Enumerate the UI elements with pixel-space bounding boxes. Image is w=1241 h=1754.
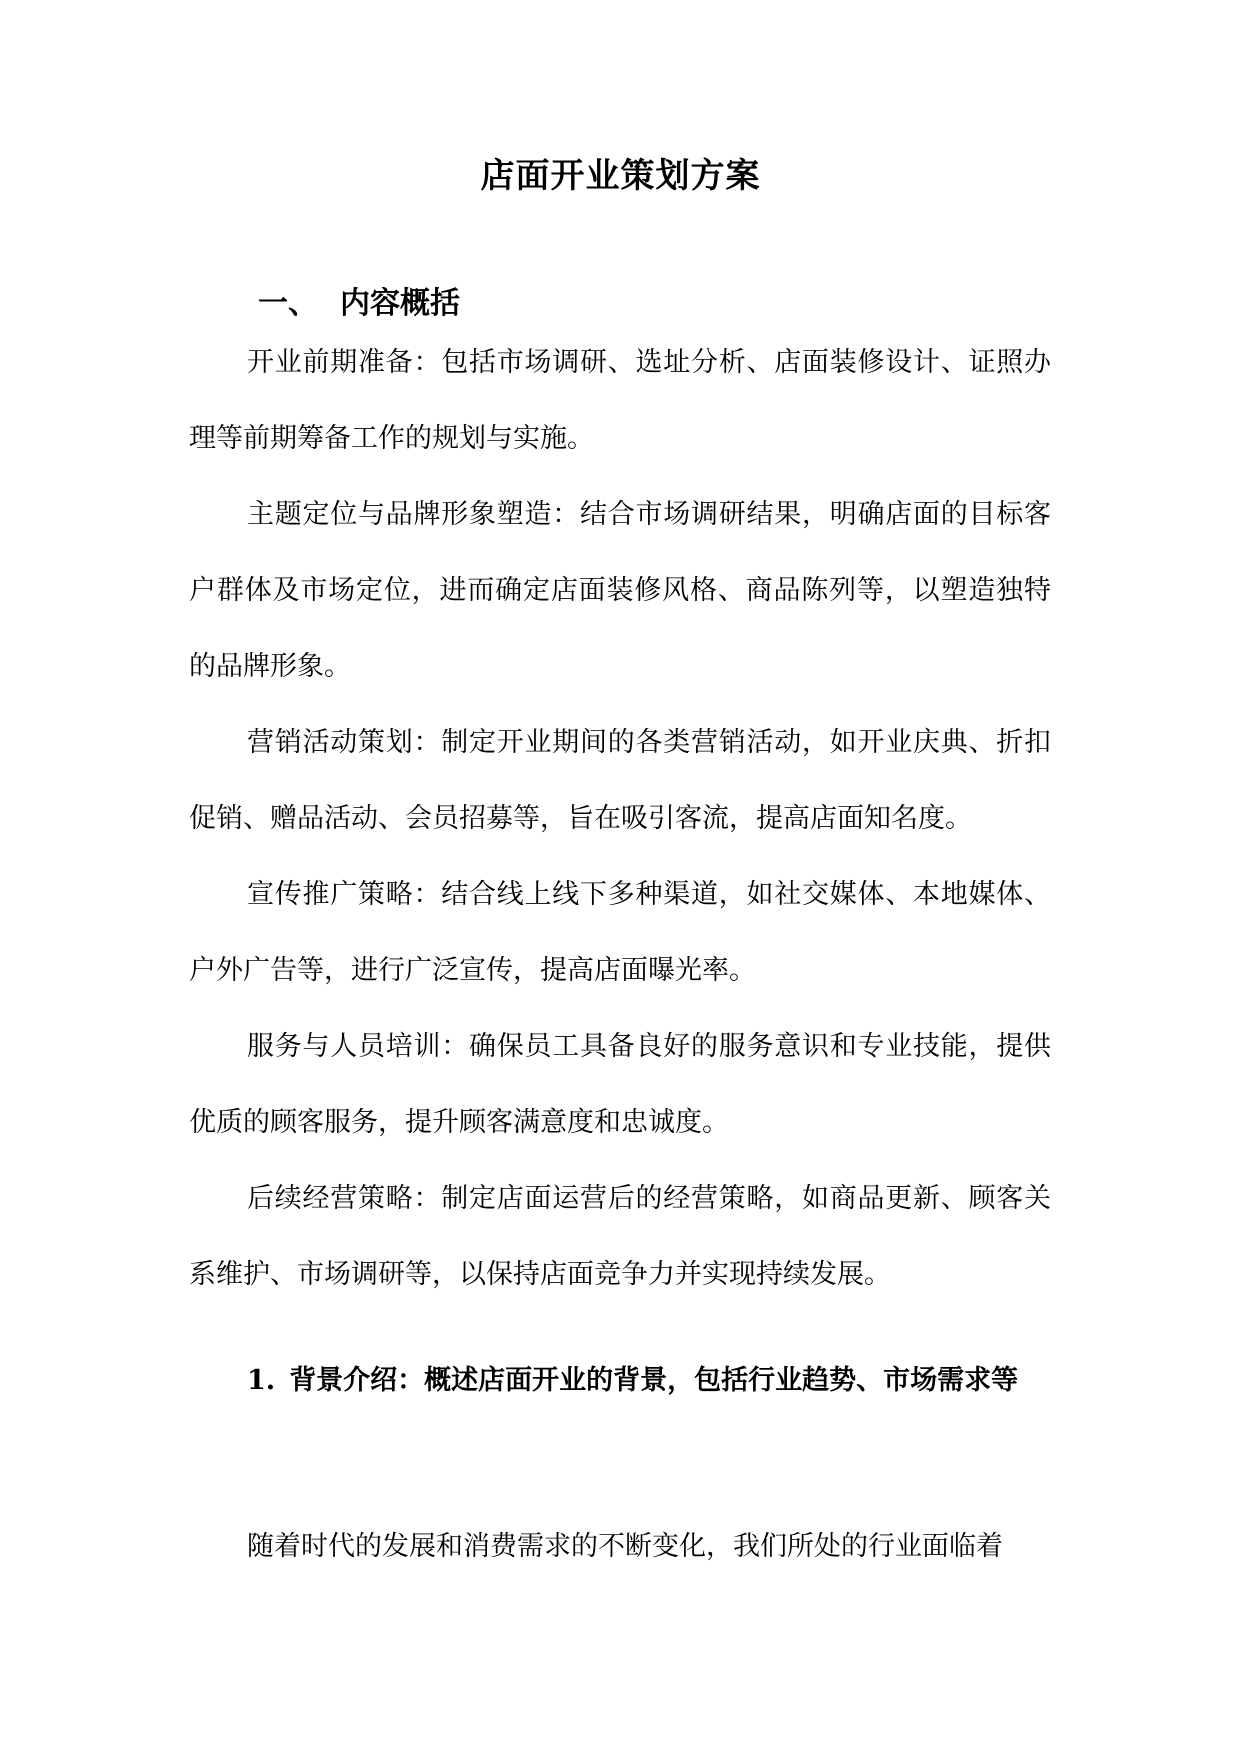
paragraph-promotion-strategy: 宣传推广策略：结合线上线下多种渠道，如社交媒体、本地媒体、户外广告等，进行广泛宣传，提高店面曝光率。 xyxy=(189,879,1051,986)
subsection-heading xyxy=(189,1343,1051,1419)
section-number: 一、 xyxy=(258,286,318,321)
paragraph-preparation: 开业前期准备：包括市场调研、选址分析、店面装修设计、证照办理等前期筹备工作的规划与实施。 xyxy=(189,347,1051,454)
paragraph-background: 随着时代的发展和消费需求的不断变化，我们所处的行业面临着 xyxy=(247,1531,1003,1562)
paragraph-service-training: 服务与人员培训：确保员工具备良好的服务意识和专业技能，提供优质的顾客服务，提升顾客满意度和忠诚度。 xyxy=(189,1031,1051,1138)
paragraph-brand-positioning: 主题定位与品牌形象塑造：结合市场调研结果，明确店面的目标客户群体及市场定位，进而确定店面装修风格、商品陈列等，以塑造独特的品牌形象。 xyxy=(189,499,1051,682)
subsection-number: 1. xyxy=(247,1365,276,1396)
subsection-title: 背景介绍：概述店面开业的背景，包括行业趋势、市场需求等 xyxy=(289,1365,1019,1396)
paragraph-follow-up-strategy: 后续经营策略：制定店面运营后的经营策略，如商品更新、顾客关系维护、市场调研等，以保持店面竞争力并实现持续发展。 xyxy=(189,1183,1051,1290)
section-heading xyxy=(258,280,460,328)
section-title: 内容概括 xyxy=(340,286,460,321)
document-title: 店面开业策划方案 xyxy=(480,156,761,196)
paragraph-marketing-activities: 营销活动策划：制定开业期间的各类营销活动，如开业庆典、折扣促销、赠品活动、会员招募等，旨在吸引客流，提高店面知名度。 xyxy=(189,727,1051,834)
